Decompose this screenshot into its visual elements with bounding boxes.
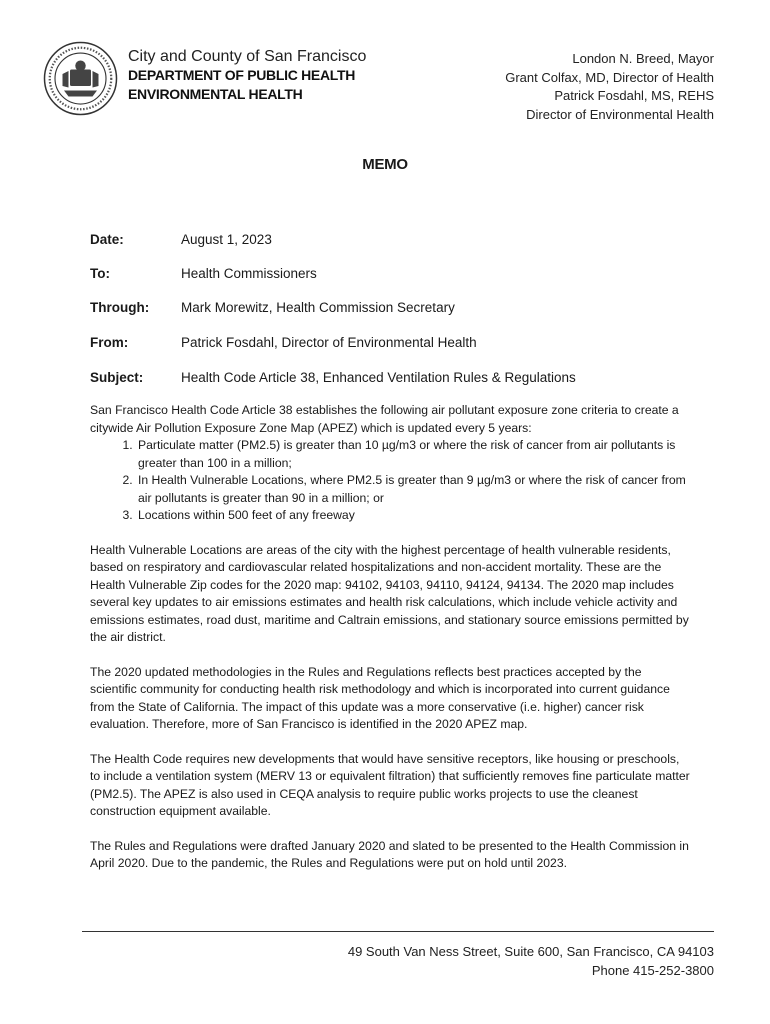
footer	[348, 943, 714, 980]
field-value: Mark Morewitz, Health Commission Secretary	[181, 300, 455, 315]
officials-list	[505, 50, 714, 124]
memo-title: MEMO	[362, 156, 408, 173]
city-name: City and County of San Francisco	[128, 48, 367, 65]
list-item: 3. Locations within 500 feet of any freeway	[136, 507, 690, 525]
paragraph-methodologies: The 2020 updated methodologies in the Rules and Regulations reflects best practices accepted by the scientific community for conducting health risk methodology and which is incorporated into current guidance from the State of California. The impact of this update was a more conservative (i.e. higher) cancer risk evaluation. Therefore, more of San Francisco is identified in the 2020 APEZ map.	[90, 664, 670, 731]
paragraph-vulnerable-locations: Health Vulnerable Locations are areas of the city with the highest percentage of health vulnerable residents, based on respiratory and cardiovascular related hospitalizations and non-accident mortality. These are the Health Vulnerable Zip codes for the 2020 map: 94102, 94103, 94110, 94124, 94134. The 2020 map includes several key updates to air emissions estimates and health risk calculations, which include vehicle activity and emissions estimates, road dust, maritime and Caltrain emissions, and stationary source emissions permitted by the air district.	[90, 542, 689, 644]
paragraph-timeline: The Rules and Regulations were drafted January 2020 and slated to be presented to the Health Commission in April 2020. Due to the pandemic, the Rules and Regulations were put on hold until 2023.	[90, 838, 689, 870]
official-env-health-name: Patrick Fosdahl, MS, REHS	[554, 88, 714, 103]
footer-phone: Phone 415-252-3800	[591, 962, 714, 978]
department-name: DEPARTMENT OF PUBLIC HEALTH	[128, 67, 356, 83]
field-value: Health Code Article 38, Enhanced Ventilation Rules & Regulations	[181, 370, 576, 385]
official-env-health-title: Director of Environmental Health	[526, 106, 714, 122]
official-director-health: Grant Colfax, MD, Director of Health	[505, 69, 714, 85]
field-label: To:	[90, 266, 110, 281]
criteria-list	[90, 437, 690, 525]
memo-field-to	[90, 265, 317, 283]
footer-address: 49 South Van Ness Street, Suite 600, San Francisco, CA 94103	[347, 944, 714, 959]
field-label: Through:	[90, 300, 150, 315]
memo-field-from	[90, 334, 477, 352]
memo-body	[90, 402, 690, 890]
memo-field-date	[90, 231, 272, 249]
field-label: Date:	[90, 232, 124, 247]
footer-divider	[82, 931, 714, 932]
field-label: Subject:	[90, 370, 144, 385]
city-seal-logo	[43, 41, 118, 116]
memo-field-subject	[90, 369, 576, 387]
list-item: 2. In Health Vulnerable Locations, where PM2.5 is greater than 9 µg/m3 or where the risk of cancer from air pollutants is greater than 90 in a million; or	[136, 472, 690, 507]
field-value: Health Commissioners	[181, 266, 317, 281]
division-name: ENVIRONMENTAL HEALTH	[128, 86, 303, 102]
intro-paragraph: San Francisco Health Code Article 38 establishes the following air pollutant exposure zone criteria to create a citywide Air Pollution Exposure Zone Map (APEZ) which is updated every 5 years:	[90, 403, 679, 435]
list-item: 1. Particulate matter (PM2.5) is greater than 10 µg/m3 or where the risk of cancer from air pollutants is greater than 100 in a million;	[136, 437, 690, 472]
official-mayor: London N. Breed, Mayor	[572, 51, 714, 66]
field-label: From:	[90, 335, 129, 350]
paragraph-health-code: The Health Code requires new developments that would have sensitive receptors, like housing or preschools, to include a ventilation system (MERV 13 or equivalent filtration) that sufficiently removes fine particulate matter (PM2.5). The APEZ is also used in CEQA analysis to require public works projects to use the cleanest construction equipment available.	[90, 751, 690, 818]
memo-field-through	[90, 299, 455, 317]
field-value: August 1, 2023	[181, 232, 272, 247]
letterhead	[128, 47, 366, 104]
field-value: Patrick Fosdahl, Director of Environmental Health	[181, 335, 477, 350]
